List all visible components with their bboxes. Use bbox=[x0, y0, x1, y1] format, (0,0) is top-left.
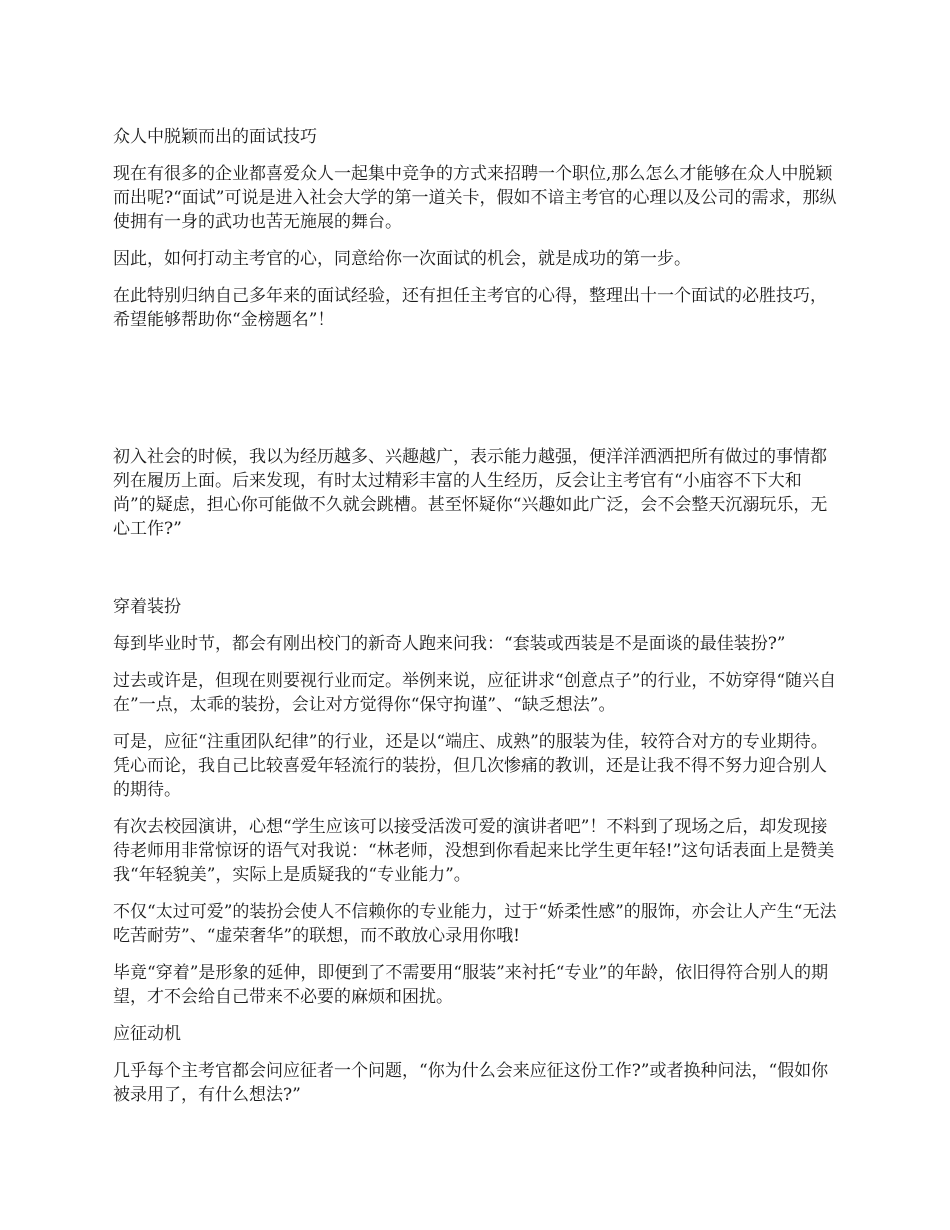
dress-paragraph-5: 不仅“太过可爱”的装扮会使人不信赖你的专业能力，过于“娇柔性感”的服饰，亦会让人产生“无法吃苦耐劳”、“虚荣奢华”的联想，而不敢放心录用你哦! bbox=[113, 902, 837, 946]
section-heading-motivation: 应征动机 bbox=[113, 1024, 181, 1044]
intro-paragraph-1: 现在有很多的企业都喜爱众人一起集中竞争的方式来招聘一个职位,那么怎么才能够在众人中脱颖而出呢?“面试”可说是进入社会大学的第一道关卡，假如不谙主考官的心理以及公司的需求，那纵使拥有一身的武功也苦无施展的舞台。 bbox=[113, 164, 837, 232]
intro-paragraph-2: 因此，如何打动主考官的心，同意给你一次面试的机会，就是成功的第一步。 bbox=[113, 249, 691, 269]
resume-paragraph: 初入社会的时候，我以为经历越多、兴趣越广，表示能力越强，便洋洋洒洒把所有做过的事情都列在履历上面。后来发现，有时太过精彩丰富的人生经历，反会让主考官有“小庙容不下大和尚”的疑虑，担心你可能做不久就会跳槽。甚至怀疑你“兴趣如此广泛，会不会整天沉溺玩乐，无心工作?” bbox=[113, 447, 828, 539]
motivation-paragraph-1: 几乎每个主考官都会问应征者一个问题，“你为什么会来应征这份工作?”或者换种问法，“假如你被录用了，有什么想法?” bbox=[113, 1061, 829, 1105]
dress-paragraph-4: 有次去校园演讲，心想“学生应该可以接受活泼可爱的演讲者吧”！不料到了现场之后，却发现接待老师用非常惊讶的语气对我说：“林老师，没想到你看起来比学生更年轻!”这句话表面上是赞美我“年轻貌美”，实际上是质疑我的“专业能力”。 bbox=[113, 817, 835, 885]
intro-paragraph-3: 在此特别归纳自己多年来的面试经验，还有担任主考官的心得，整理出十一个面试的必胜技巧，希望能够帮助你“金榜题名”！ bbox=[113, 286, 827, 330]
dress-paragraph-2: 过去或许是，但现在则要视行业而定。举例来说，应征讲求“创意点子”的行业，不妨穿得“随兴自在”一点，太乖的装扮，会让对方觉得你“保守拘谨”、“缺乏想法”。 bbox=[113, 671, 837, 715]
blank-space bbox=[113, 345, 841, 445]
dress-paragraph-1: 每到毕业时节，都会有刚出校门的新奇人跑来问我：“套装或西装是不是面谈的最佳装扮?” bbox=[113, 634, 786, 654]
blank-space bbox=[113, 554, 841, 595]
dress-paragraph-3: 可是，应征“注重团队纪律”的行业，还是以“端庄、成熟”的服装为佳，较符合对方的专业期待。凭心而论，我自己比较喜爱年轻流行的装扮，但几次惨痛的教训，还是让我不得不努力迎合别人的期待。 bbox=[113, 732, 828, 800]
section-heading-dress: 穿着装扮 bbox=[113, 597, 181, 617]
dress-paragraph-6: 毕竟“穿着”是形象的延伸，即便到了不需要用“服装”来衬托“专业”的年龄，依旧得符合别人的期望，才不会给自己带来不必要的麻烦和困扰。 bbox=[113, 963, 829, 1007]
document-title: 众人中脱颖而出的面试技巧 bbox=[113, 127, 317, 147]
document-body bbox=[113, 125, 841, 1120]
